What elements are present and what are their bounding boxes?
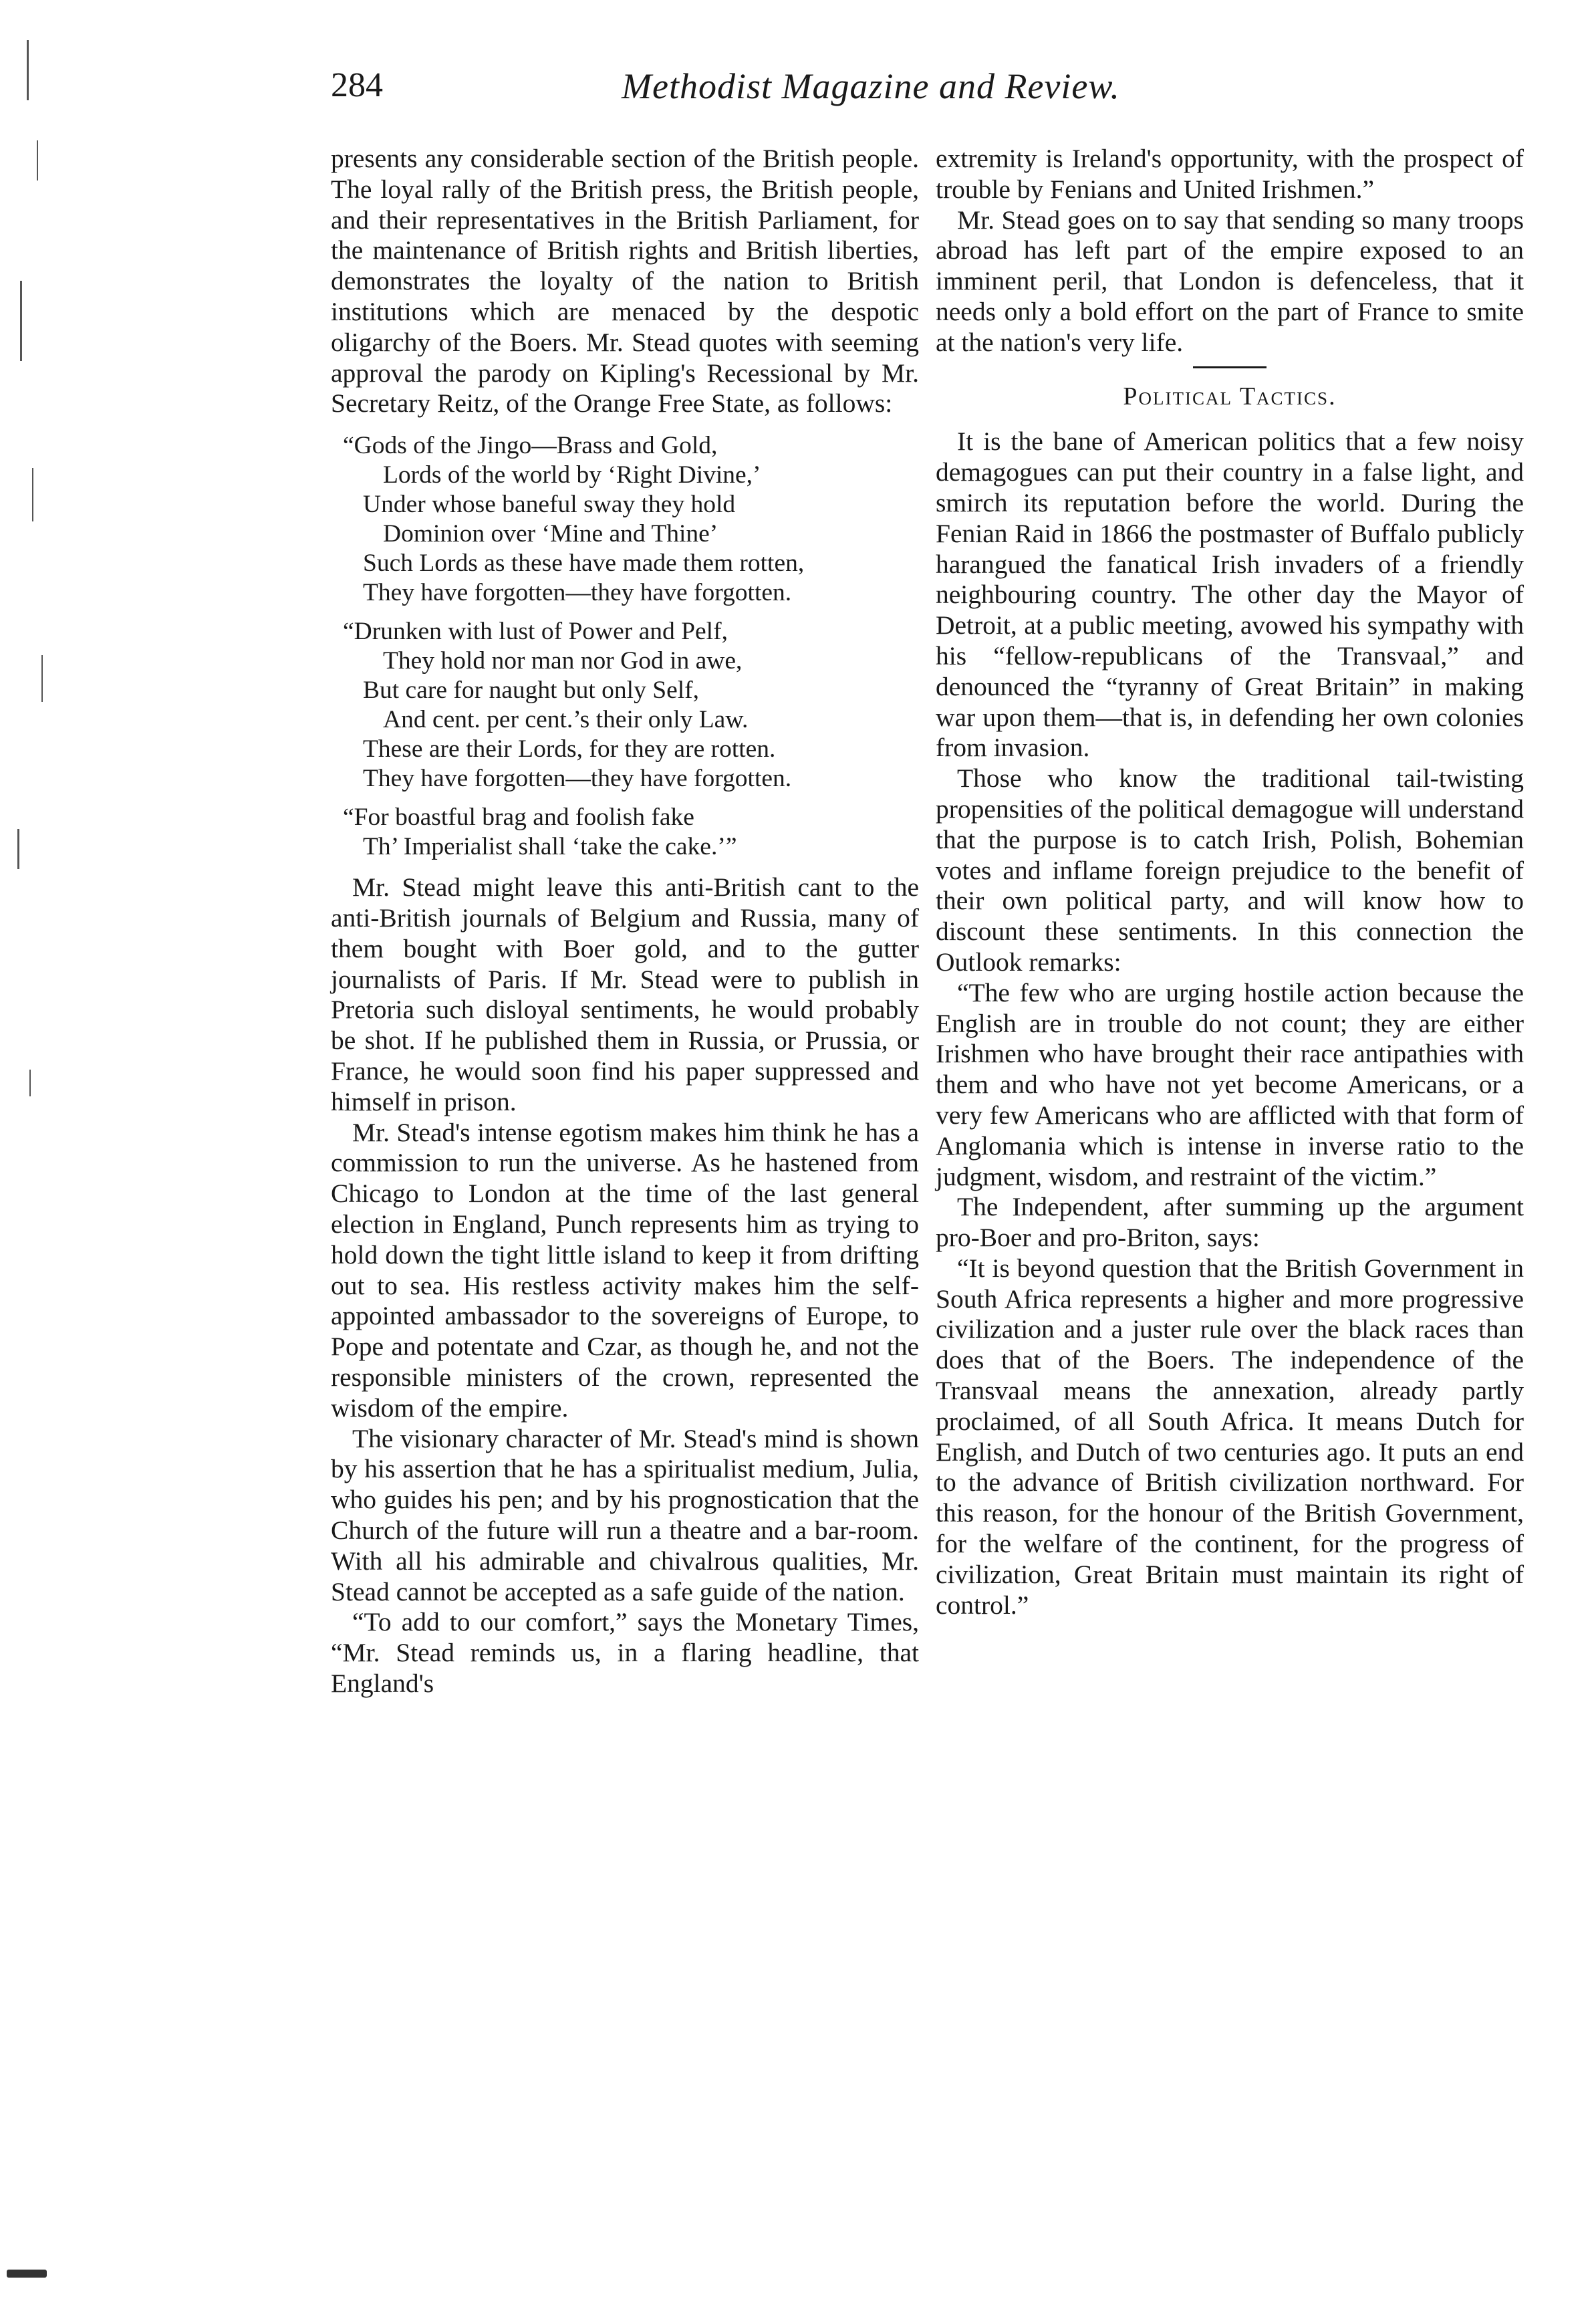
poem-stanza [343,803,919,862]
left-column [331,144,919,1699]
scan-speck [41,655,43,702]
section-divider [1193,366,1267,368]
paragraph: Mr. Stead's intense egotism makes him think he has a commission to run the universe. As he hastened from Chicago to London at the time of the last general election in England, Punch represents him as trying to hold down the tight little island to keep it from drifting out to sea. His restless activity makes him the self-appointed ambassador to the sovereigns of Europe, to Pope and potentate and Czar, as though he, and not the responsible ministers of the crown, represented the wisdom of the empire. [331,1117,919,1423]
paragraph: The Independent, after summing up the argument pro-Boer and pro-Briton, says: [936,1192,1524,1253]
block-quote: “It is beyond question that the British Government in South Africa represents a higher and more progressive civilization and a juster rule over the black races than does that of the Boers. The independence of the Transvaal means the annexation, already partly proclaimed, of all South Africa. It means Dutch for English, and Dutch of two centuries ago. It puts an end to the advance of British civilization northward. For this reason, for the honour of the British Government, for the welfare of the continent, for the progress of civilization, Great Britain must maintain its right of control.” [936,1253,1524,1620]
scan-speck [27,40,29,100]
paragraph: Mr. Stead might leave this anti-British cant to the anti-British journals of Belgium and Russia, many of them bought with Boer gold, and to the gutter journalists of Paris. If Mr. Stead were to publish in Pretoria such disloyal sentiments, he would probably be shot. If he published them in Russia, or Prussia, or France, he would soon find his paper suppressed and himself in prison. [331,872,919,1116]
poem-line: Th’ Imperialist shall ‘take the cake.’” [363,833,737,861]
scan-speck [32,468,33,521]
section-heading: Political Tactics. [1123,382,1337,410]
scan-speck [17,829,19,869]
scan-corner-mark [7,2270,47,2278]
paragraph: The visionary character of Mr. Stead's mind is shown by his assertion that he has a spiritualist medium, Julia, who guides his pen; and by his prognostication that the Church of the future will run a theatre and a bar-room. With all his admirable and chivalrous qualities, Mr. Stead cannot be accepted as a safe guide of the nation. [331,1423,919,1606]
poem-line: “Drunken with lust of Power and Pelf, [343,618,728,646]
paragraph: presents any considerable section of the British people. The loyal rally of the British press, the British people, and their representatives in the British Parliament, for the maintenance of British rights and British liberties, demonstrates the loyalty of the nation to British institutions which are menaced by the despotic oligarchy of the Boers. Mr. Stead quotes with seeming approval the parody on Kipling's Recessional by Mr. Secretary Reitz, of the Orange Free State, as follows: [331,144,919,418]
page-number: 284 [331,66,383,104]
right-column [936,144,1524,1620]
poem-line: And cent. per cent.’s their only Law. [383,706,749,734]
page-header [331,66,1253,119]
poem-line: Dominion over ‘Mine and Thine’ [383,520,718,548]
poem-line: These are their Lords, for they are rotten. [363,735,776,763]
poem-line: Under whose baneful sway they hold [363,491,736,519]
running-title: Methodist Magazine and Review. [622,66,1120,106]
poem-line: But care for naught but only Self, [363,677,700,705]
poem-parody [343,431,919,862]
paragraph: “To add to our comfort,” says the Monetary Times, “Mr. Stead reminds us, in a flaring headline, that England's [331,1607,919,1698]
scan-margin-artifacts [0,0,80,2299]
poem-stanza [343,431,919,608]
scan-speck [20,281,22,361]
block-quote: “The few who are urging hostile action because the English are in trouble do not count; they are either Irishmen who have brought their race antipathies with them and who have not yet become Americans, or a very few Americans who are afflicted with that form of Anglomania which is intense in inverse ratio to the judgment, wisdom, and restraint of the victim.” [936,977,1524,1191]
scan-speck [29,1070,31,1096]
paragraph: Those who know the traditional tail-twisting propensities of the political demagogue will understand that the purpose is to catch Irish, Polish, Bohemian votes and inflame foreign prejudice to the benefit of their own political party, and will know how to discount these sentiments. In this connection the Outlook remarks: [936,763,1524,977]
poem-line: They have forgotten—they have forgotten. [363,765,792,793]
paragraph: Mr. Stead goes on to say that sending so many troops abroad has left part of the empire exposed to an imminent peril, that London is defenceless, that it needs only a bold effort on the part of France to smite at the nation's very life. [936,205,1524,357]
paragraph: It is the bane of American politics that a few noisy demagogues can put their country in a false light, and smirch its reputation before the world. During the Fenian Raid in 1866 the postmaster of Buffalo publicly harangued the fanatical Irish invaders of a friendly neighbouring country. The other day the Mayor of Detroit, at a public meeting, avowed his sympathy with his “fellow-republicans of the Transvaal,” and denounced the “tyranny of Great Britain” in making war upon them—that is, in defending her own colonies from invasion. [936,427,1524,763]
poem-line: Lords of the world by ‘Right Divine,’ [383,461,761,489]
scan-speck [37,140,38,180]
paragraph: extremity is Ireland's opportunity, with the prospect of trouble by Fenians and United Irishmen.” [936,144,1524,204]
poem-line: They have forgotten—they have forgotten. [363,579,792,607]
poem-stanza [343,617,919,794]
poem-line: “Gods of the Jingo—Brass and Gold, [343,432,718,460]
poem-line: “For boastful brag and foolish fake [343,804,694,832]
poem-line: They hold nor man nor God in awe, [383,647,743,675]
poem-line: Such Lords as these have made them rotten, [363,550,805,578]
